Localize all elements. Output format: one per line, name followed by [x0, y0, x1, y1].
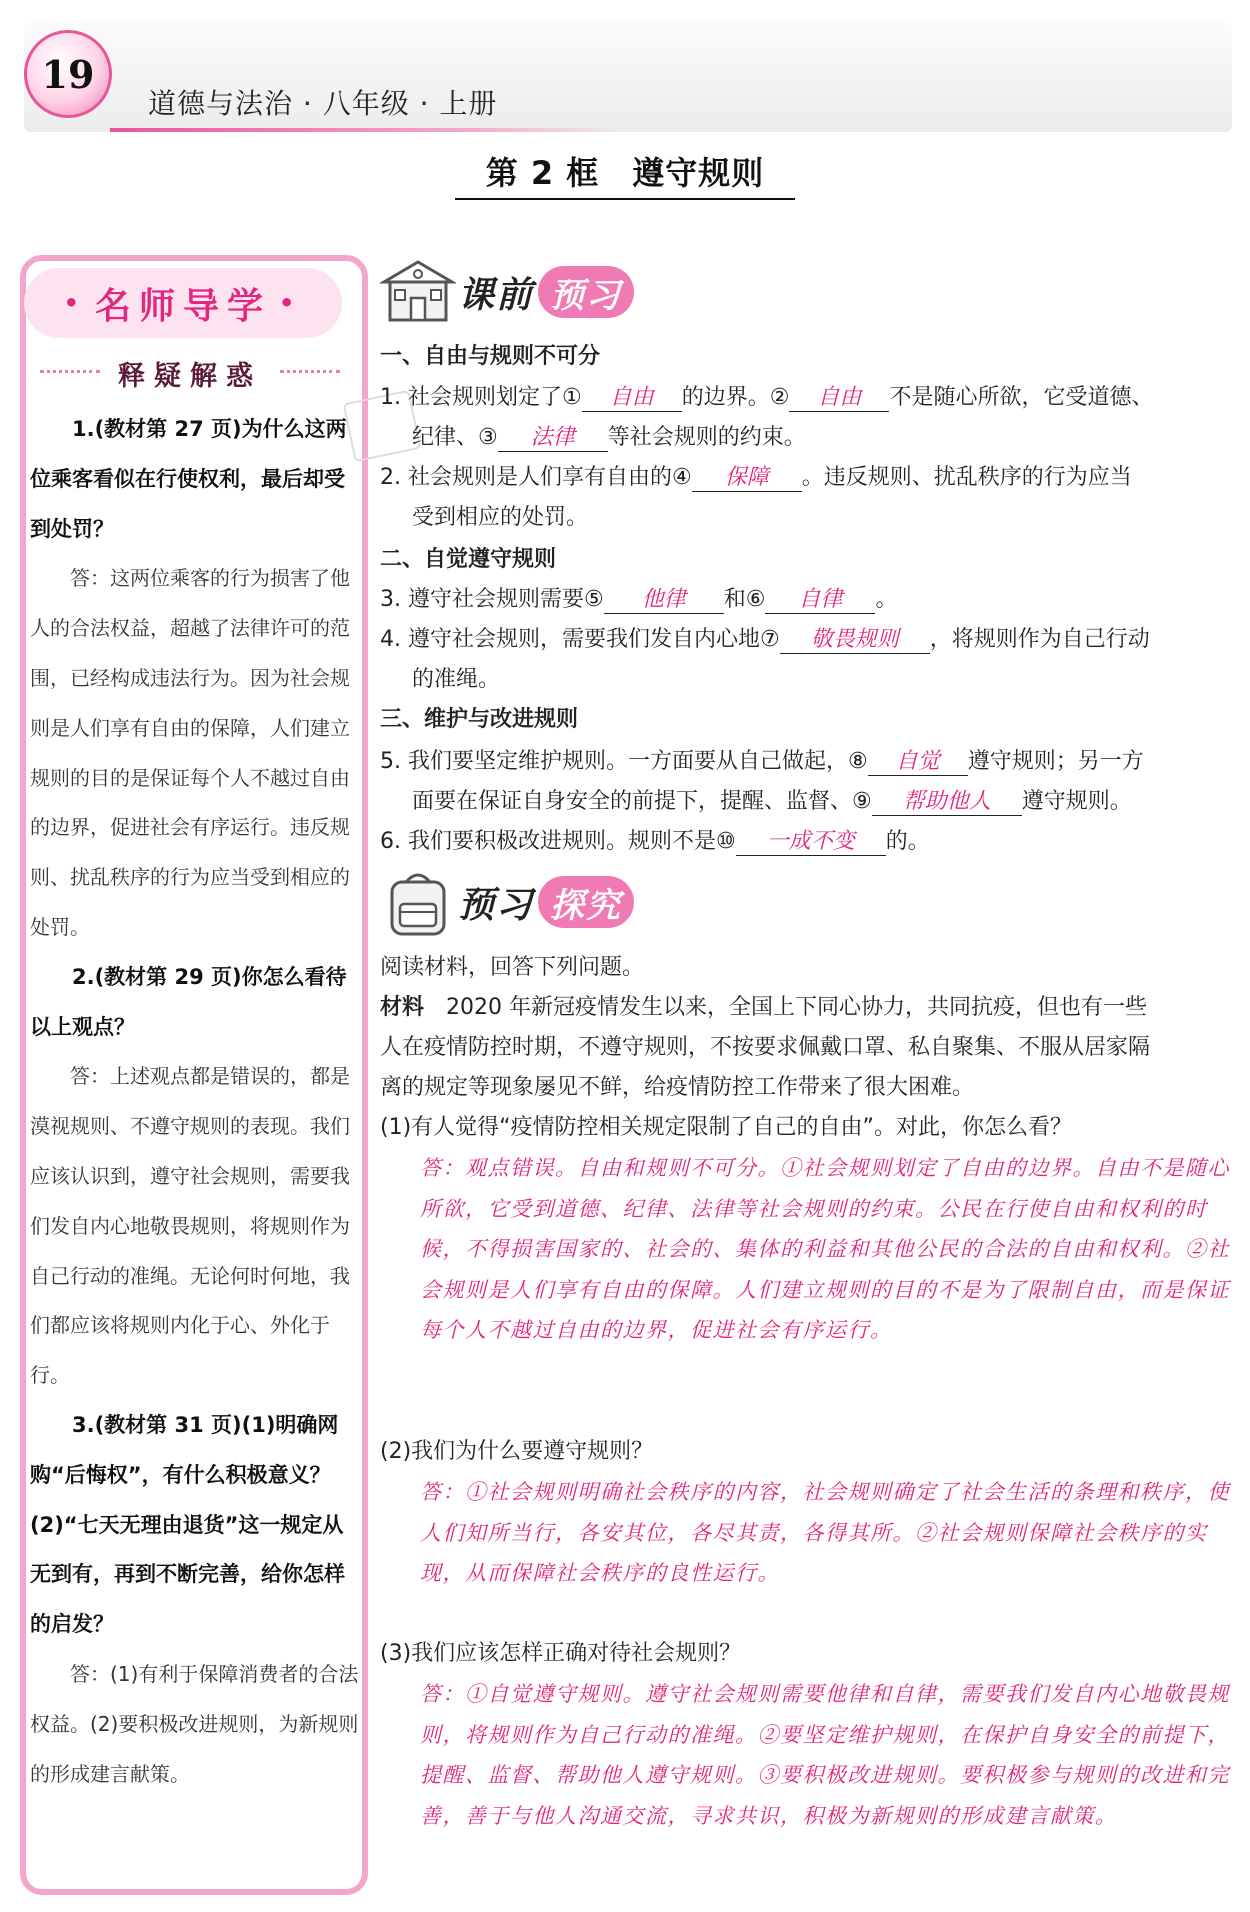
text: 2020 年新冠疫情发生以来，全国上下同心协力，共同抗疫，但也有一些: [424, 995, 1147, 1020]
text: 遵守规则；另一方: [967, 749, 1144, 774]
explore-question-2: (2)我们为什么要遵守规则？: [380, 1439, 654, 1464]
preview-section-3: 三、维护与改进规则: [380, 707, 579, 732]
preview-q3: [380, 582, 897, 614]
text: 等社会规则的约束。: [607, 425, 806, 450]
text: 不是随心所欲，它受道德、: [889, 385, 1154, 410]
explore-banner-a: 预习: [458, 884, 535, 926]
teacher-guide-content: [30, 405, 360, 1799]
preview-section-2: 二、自觉遵守规则: [380, 547, 557, 572]
preview-q6: [380, 824, 930, 856]
preview-q4-line1: [380, 622, 1150, 654]
guide-answer-1: 答：这两位乘客的行为损害了他人的合法权益，超越了法律许可的范围，已经构成违法行为。因为社会规则是人们享有自由的保障，人们建立规则的目的是保证每个人不越过自由的边界，促进社会有序运行。违反规则、扰乱秩序的行为应当受到相应的处罚。: [30, 566, 350, 939]
material-line-1: [380, 990, 1147, 1021]
material-label: 材料: [380, 995, 425, 1020]
text: 的。: [885, 829, 930, 854]
text: 遵守规则。: [1021, 789, 1132, 814]
explore-banner: [458, 876, 634, 928]
answer-blank-9: 帮助他人: [872, 784, 1022, 816]
preview-q1-line1: [380, 380, 1153, 412]
text: 。: [875, 587, 898, 612]
preview-q5-line1: [380, 744, 1144, 776]
school-building-icon: [380, 258, 456, 324]
guide-question-3: 3.(教材第 31 页)(1)明确网购“后悔权”，有什么积极意义？(2)“七天无理由退货”这一规定从无到有，再到不断完善，给你怎样的启发？: [30, 1412, 345, 1637]
preview-banner-b: 预习: [538, 266, 634, 318]
material-line-3: 离的规定等现象屡见不鲜，给疫情防控工作带来了很大困难。: [380, 1075, 975, 1100]
backpack-icon: [380, 868, 456, 938]
answer-blank-10: 一成不变: [736, 824, 886, 856]
guide-question-1: 1.(教材第 27 页)为什么这两位乘客看似在行使权利，最后却受到处罚？: [30, 417, 347, 541]
explore-banner-b: 探究: [538, 876, 634, 928]
text: 和⑥: [723, 587, 766, 612]
answer-blank-7: 敬畏规则: [780, 622, 930, 654]
answer-blank-2: 自由: [789, 380, 889, 412]
explore-question-1: (1)有人觉得“疫情防控相关规定限制了自己的自由”。对此，你怎么看？: [380, 1115, 1072, 1140]
teacher-guide-title: • 名师导学 •: [24, 268, 342, 338]
page-number-badge: [24, 30, 112, 118]
explore-answer-3: 答：①自觉遵守规则。遵守社会规则需要他律和自律，需要我们发自内心地敬畏规则，将规则作为自己行动的准绳。②要坚定维护规则，在保护自身安全的前提下，提醒、监督、帮助他人遵守规则。③要积极改进规则。要积极参与规则的改进和完善，善于与他人沟通交流，寻求共识，积极为新规则的形成建言献策。: [420, 1682, 1230, 1828]
guide-answer-3: 答：(1)有利于保障消费者的合法权益。(2)要积极改进规则，为新规则的形成建言献策。: [30, 1661, 359, 1786]
preview-q2-line2: 受到相应的处罚。: [412, 505, 589, 530]
answer-blank-1: 自由: [582, 380, 682, 412]
text: 5. 我们要坚定维护规则。一方面要从自己做起，⑧: [380, 749, 868, 774]
answer-blank-8: 自觉: [868, 744, 968, 776]
page-number: 19: [41, 51, 95, 97]
text: 4. 遵守社会规则，需要我们发自内心地⑦: [380, 627, 780, 652]
text: 面要在保证自身安全的前提下，提醒、监督、⑨: [412, 789, 872, 814]
teacher-guide-title-text: 名师导学: [94, 285, 271, 327]
book-title: 道德与法治 · 八年级 · 上册: [148, 87, 498, 120]
answer-blank-4: 保障: [692, 460, 802, 492]
text: 3. 遵守社会规则需要⑤: [380, 587, 604, 612]
teacher-guide-subtitle: 释疑解惑: [40, 354, 340, 393]
text: 。违反规则、扰乱秩序的行为应当: [801, 465, 1132, 490]
guide-question-2: 2.(教材第 29 页)你怎么看待以上观点？: [30, 964, 347, 1039]
explore-answer-2: 答：①社会规则明确社会秩序的内容，社会规则确定了社会生活的条理和秩序，使人们知所当行，各安其位，各尽其责，各得其所。②社会规则保障社会秩序的实现，从而保障社会秩序的良性运行。: [420, 1480, 1230, 1585]
preview-banner: [458, 266, 634, 318]
explore-question-3: (3)我们应该怎样正确对待社会规则？: [380, 1641, 742, 1666]
guide-answer-2: 答：上述观点都是错误的，都是漠视规则、不遵守规则的表现。我们应该认识到，遵守社会规则，需要我们发自内心地敬畏规则，将规则作为自己行动的准绳。无论何时何地，我们都应该将规则内化于心、外化于行。: [30, 1064, 350, 1388]
answer-blank-5: 他律: [604, 582, 724, 614]
preview-q4-line2: 的准绳。: [412, 667, 501, 692]
preview-q1-line2: [412, 420, 806, 452]
preview-q2-line1: [380, 460, 1132, 492]
text: ，将规则作为自己行动: [929, 627, 1150, 652]
material-line-2: 人在疫情防控时期，不遵守规则，不按要求佩戴口罩、私自聚集、不服从居家隔: [380, 1035, 1151, 1060]
answer-blank-6: 自律: [765, 582, 875, 614]
preview-section-1: 一、自由与规则不可分: [380, 344, 601, 369]
text: 的边界。②: [681, 385, 790, 410]
answer-blank-3: 法律: [498, 420, 608, 452]
explore-answer-1: 答：观点错误。自由和规则不可分。①社会规则划定了自由的边界。自由不是随心所欲，它受到道德、纪律、法律等社会规则的约束。公民在行使自由和权利的时候，不得损害国家的、社会的、集体的利益和其他公民的合法的自由和权利。②社会规则是人们享有自由的保障。人们建立规则的目的不是为了限制自由，而是保证每个人不越过自由的边界，促进社会有序运行。: [420, 1156, 1230, 1342]
header-underline: [110, 128, 620, 132]
text: 1. 社会规则划定了①: [380, 385, 582, 410]
text: 纪律、③: [412, 425, 498, 450]
text: 6. 我们要积极改进规则。规则不是⑩: [380, 829, 736, 854]
text: 2. 社会规则是人们享有自由的④: [380, 465, 692, 490]
preview-q5-line2: [412, 784, 1132, 816]
section-title: 第 2 框 遵守规则: [455, 148, 795, 200]
preview-banner-a: 课前: [458, 274, 535, 316]
explore-intro: 阅读材料，回答下列问题。: [380, 955, 645, 980]
